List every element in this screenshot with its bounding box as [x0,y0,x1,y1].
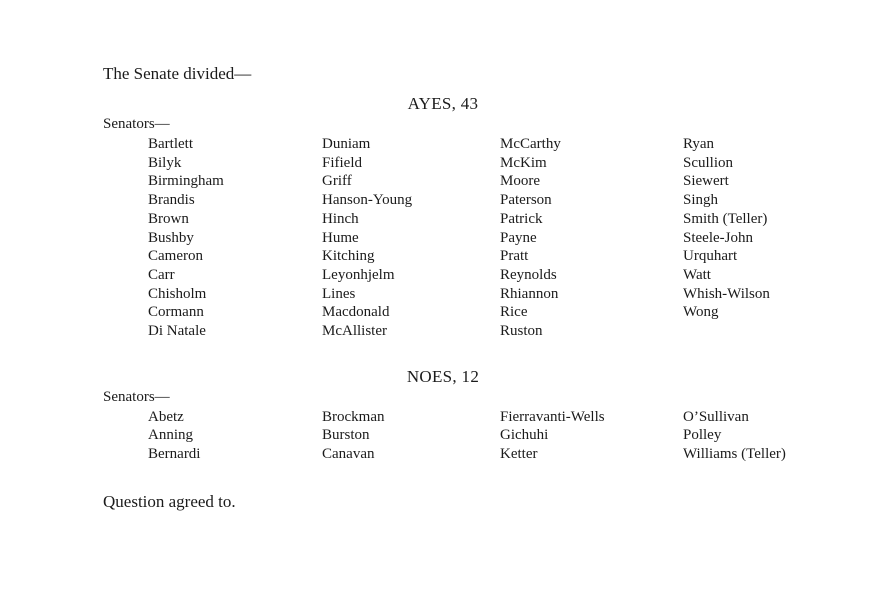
senator-name: Leyonhjelm [322,266,395,283]
senator-name: Payne [500,229,537,246]
senator-name: Scullion [683,154,734,171]
senator-name: McAllister [322,323,387,340]
senator-name: Bilyk [148,154,182,171]
senator-column [500,135,683,341]
noes-senators-label: Senators— [103,388,170,405]
senator-name: Brown [148,210,189,227]
senator-name: Anning [148,427,193,444]
senator-name: Steele-John [683,229,753,246]
senator-column [322,408,500,464]
senator-name: Ruston [500,323,543,340]
senator-name: Watt [683,266,711,283]
senator-name: Bernardi [148,446,201,463]
senator-name: Pratt [500,248,529,265]
senator-name: Fierravanti-Wells [500,408,605,425]
senator-name: Moore [500,173,540,190]
senator-name: O’Sullivan [683,408,749,425]
senator-name: Abetz [148,408,184,425]
senator-name: Duniam [322,136,371,152]
senator-name: Lines [322,285,356,302]
senator-column [683,135,876,341]
senator-name: Cameron [148,248,203,265]
noes-heading: NOES, 12 [406,366,480,386]
senator-name: Macdonald [322,304,390,321]
senator-column [148,408,322,464]
senator-column [322,135,500,341]
division-noes [0,367,886,464]
senator-name: Siewert [683,173,729,190]
senator-name: Rice [500,304,528,321]
senator-name: Brockman [322,408,385,425]
senator-name: Ryan [683,136,715,152]
senator-name: Wong [683,304,719,321]
senator-name: Bartlett [148,136,193,152]
senate-divided-text: The Senate divided— [103,64,252,83]
senator-name: McCarthy [500,136,561,152]
senator-name: Paterson [500,192,552,209]
senator-name: Whish-Wilson [683,285,770,302]
senator-name: Patrick [500,210,543,227]
senator-name: Cormann [148,304,204,321]
senator-name: Polley [683,427,722,444]
ayes-heading: AYES, 43 [407,94,479,113]
senator-name: Canavan [322,446,375,463]
senator-name: Williams (Teller) [683,446,786,463]
senator-name: Brandis [148,192,195,209]
senator-name: Urquhart [683,248,738,265]
senator-name: Ketter [500,446,538,463]
senator-name: Hanson-Young [322,192,413,209]
senator-column [683,408,876,464]
senator-name: Di Natale [148,323,206,340]
senator-name: Hume [322,229,359,246]
senator-name: Fifield [322,154,362,171]
senator-name: Bushby [148,229,194,246]
senator-name: Carr [148,266,175,283]
senator-name: Griff [322,173,352,190]
ayes-name-grid [148,135,876,341]
noes-name-grid [148,408,876,464]
senator-name: Birmingham [148,173,224,190]
question-agreed-text: Question agreed to. [103,491,236,511]
senator-name: Rhiannon [500,285,559,302]
senator-name: Burston [322,427,370,444]
senator-name: Chisholm [148,285,207,302]
senator-column [148,135,322,341]
senator-name: McKim [500,154,547,171]
senator-name: Smith (Teller) [683,210,768,227]
ayes-senators-label: Senators— [103,116,170,132]
senator-name: Hinch [322,210,359,227]
division-ayes [0,94,886,341]
senator-name: Reynolds [500,266,557,283]
senator-name: Singh [683,192,719,209]
senator-name: Gichuhi [500,427,549,444]
senator-name: Kitching [322,248,375,265]
senator-column [500,408,683,464]
